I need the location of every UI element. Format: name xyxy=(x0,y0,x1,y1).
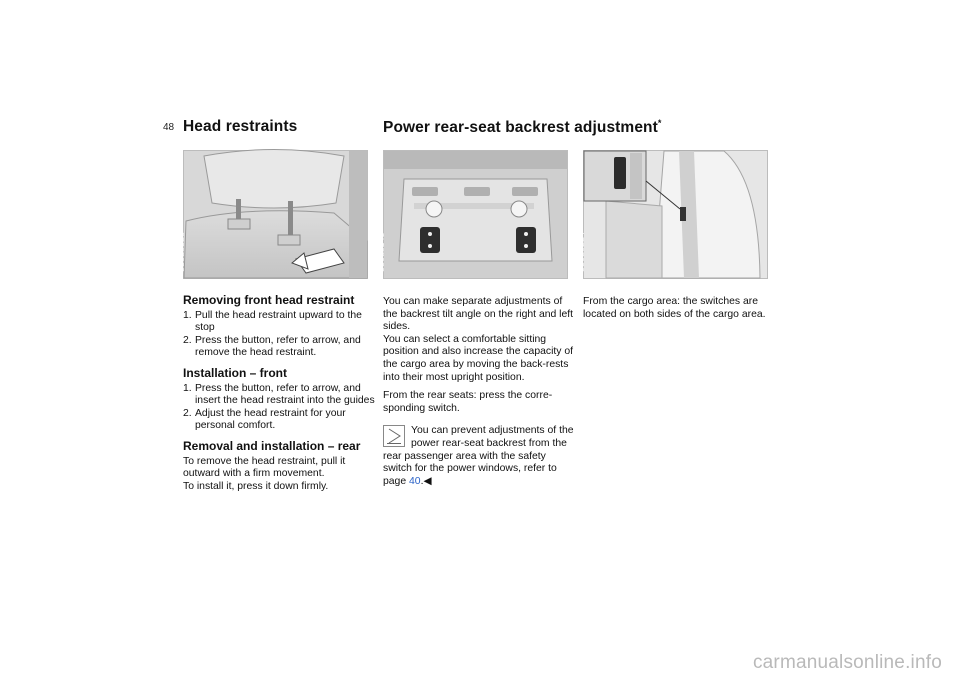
rear-switches-illustration xyxy=(384,151,567,278)
step-text: Press the button, refer to arrow, and remove the head restraint. xyxy=(195,334,361,359)
note-triangle-icon xyxy=(383,425,405,447)
step-number: 2. xyxy=(183,407,192,419)
step-text: Adjust the head restraint for your personal comfort. xyxy=(195,407,346,432)
step-number: 2. xyxy=(183,334,192,346)
step-number: 1. xyxy=(183,382,192,394)
list-item xyxy=(183,335,375,360)
list-item xyxy=(183,383,375,408)
backrest-paragraph-2: You can select a comfortable sitting position and also increase the capacity of the cargo area by moving the back-rests into their most upright position. xyxy=(383,333,574,383)
optional-equipment-star: * xyxy=(657,118,662,128)
step-number: 1. xyxy=(183,309,192,321)
head-restraint-illustration xyxy=(184,151,367,278)
note-text: You can prevent adjustments of the power rear-seat backrest from the rear passenger area with the safety switch for the power windows, refer to page xyxy=(383,425,574,487)
installation-front-steps xyxy=(183,383,375,433)
heading-rear: Removal and installation – rear xyxy=(183,438,361,453)
step-text: Press the button, refer to arrow, and insert the head restraint into the guides xyxy=(195,382,375,407)
rear-install-text: To install it, press it down firmly. xyxy=(183,480,329,492)
cargo-area-text: From the cargo area: the switches are located on both sides of the cargo area. xyxy=(583,296,766,320)
right-column-text xyxy=(583,296,775,321)
list-item xyxy=(183,310,375,335)
left-column-text xyxy=(183,294,375,493)
cargo-switch-illustration xyxy=(584,151,767,278)
figure-rear-switches xyxy=(376,150,568,279)
removing-front-steps xyxy=(183,310,375,360)
page-number: 48 xyxy=(163,122,175,133)
heading-removing-front: Removing front head restraint xyxy=(183,293,355,307)
section-title-power-backrest xyxy=(383,118,661,137)
figure-code: 530us143 xyxy=(376,232,386,272)
heading-installation-front: Installation – front xyxy=(183,365,288,380)
figure-cargo-switch xyxy=(576,150,768,279)
middle-column-text xyxy=(383,296,575,488)
note-block xyxy=(383,421,575,488)
section-title-text: Power rear-seat backrest adjustment xyxy=(383,119,658,137)
backrest-paragraph-1: You can make separate adjustments of the backrest tilt angle on the right and left sides. xyxy=(383,296,574,333)
rear-removal-text: To remove the head restraint, pull it outward with a firm movement. xyxy=(183,455,346,480)
figure-code: 530de224 xyxy=(576,231,586,272)
list-item xyxy=(183,408,375,433)
figure-code: 530de328 xyxy=(176,231,186,272)
note-end-marker: .◀ xyxy=(420,475,432,487)
step-text: Pull the head restraint upward to the stop xyxy=(195,309,362,334)
watermark: carmanualsonline.info xyxy=(752,652,942,673)
figure-head-restraint xyxy=(176,150,368,279)
backrest-paragraph-3: From the rear seats: press the corre-sponding switch. xyxy=(383,390,553,414)
section-title-head-restraints: Head restraints xyxy=(183,118,298,135)
page-reference-link[interactable]: 40 xyxy=(409,475,421,487)
